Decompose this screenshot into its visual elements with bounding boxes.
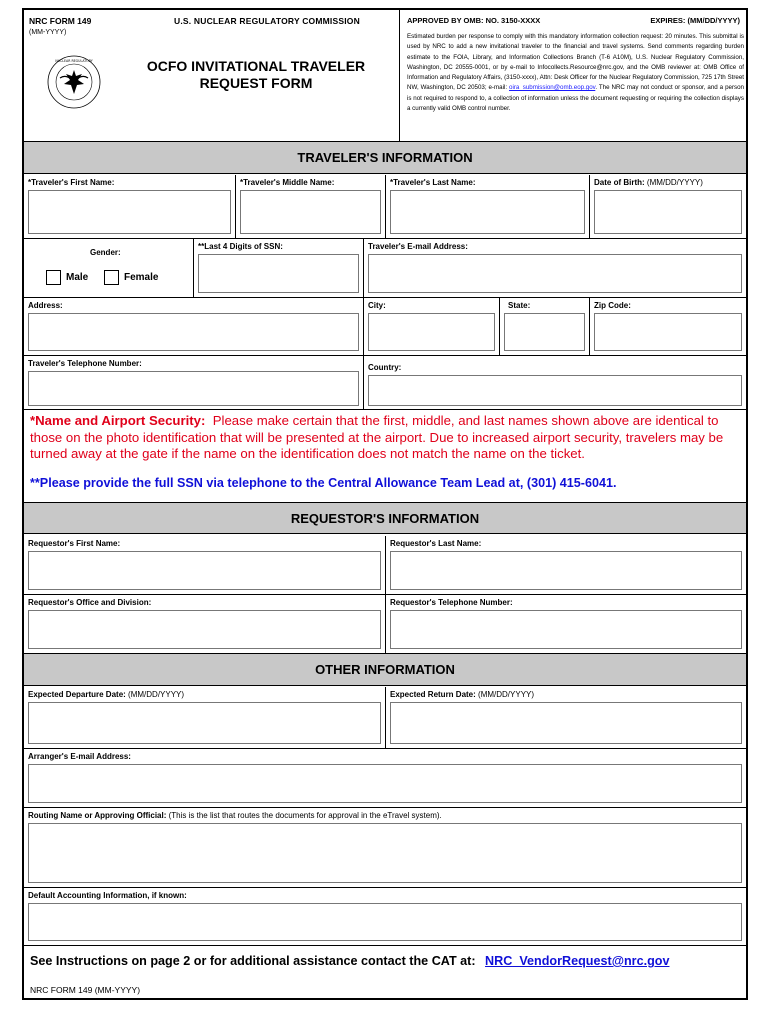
traveler-first-name-label: *Traveler's First Name: (28, 178, 115, 187)
traveler-dob-cell (590, 175, 746, 239)
requestor-last-name-input[interactable] (390, 551, 742, 590)
traveler-city-input[interactable] (368, 313, 495, 351)
traveler-country-label: Country: (368, 363, 402, 372)
invitational-traveler-form (22, 8, 748, 1000)
gender-male-label: Male (66, 272, 89, 283)
traveler-ssn-input[interactable] (198, 254, 359, 293)
form-number: NRC FORM 149 (29, 16, 92, 26)
form-footer: NRC FORM 149 (MM-YYYY) (30, 985, 141, 995)
traveler-city-cell (364, 298, 500, 356)
form-title-line1: OCFO INVITATIONAL TRAVELER (146, 58, 366, 74)
traveler-zip-input[interactable] (594, 313, 742, 351)
form-title-line2: REQUEST FORM (199, 75, 313, 91)
traveler-phone-cell (24, 356, 364, 410)
return-date-input[interactable] (390, 702, 742, 744)
dob-format-text: (MM/DD/YYYY) (646, 178, 703, 187)
traveler-state-cell (500, 298, 590, 356)
traveler-country-input[interactable] (368, 375, 742, 406)
gender-female-label: Female (124, 272, 159, 283)
requestor-first-name-label: Requestor's First Name: (28, 539, 121, 548)
requestor-office-input[interactable] (28, 610, 381, 649)
requestor-last-name-label: Requestor's Last Name: (390, 539, 482, 548)
requestor-office-label: Requestor's Office and Division: (28, 598, 152, 607)
requestor-phone-label: Requestor's Telephone Number: (390, 598, 513, 607)
traveler-email-cell (364, 239, 746, 298)
burden-email-link[interactable]: oira_submission@omb.eop.gov (509, 84, 596, 92)
header-left-panel (24, 10, 400, 142)
departure-date-label (28, 690, 184, 699)
traveler-address-input[interactable] (28, 313, 359, 351)
requestor-last-name-cell (386, 536, 746, 595)
routing-cell (24, 808, 746, 888)
departure-label-text: Expected Departure Date: (28, 690, 126, 699)
header-right-panel (400, 10, 746, 142)
traveler-last-name-label: *Traveler's Last Name: (390, 178, 476, 187)
return-date-label (390, 690, 534, 699)
traveler-first-name-cell (24, 175, 236, 239)
traveler-ssn-label: **Last 4 Digits of SSN: (198, 242, 283, 251)
svg-text:NUCLEAR REGULATORY: NUCLEAR REGULATORY (55, 59, 93, 63)
traveler-zip-cell (590, 298, 746, 356)
notice-heading: *Name and Airport Security: (30, 413, 206, 428)
traveler-ssn-cell (194, 239, 364, 298)
omb-expires: EXPIRES: (MM/DD/YYYY) (650, 16, 740, 25)
requestor-phone-input[interactable] (390, 610, 742, 649)
arranger-email-label: Arranger's E-mail Address: (28, 752, 131, 761)
requestor-phone-cell (386, 595, 746, 654)
instructions-text: See Instructions on page 2 or for additional assistance contact the CAT at: (30, 954, 476, 968)
traveler-state-label: State: (508, 301, 531, 310)
requestor-section-title: REQUESTOR'S INFORMATION (24, 502, 746, 534)
traveler-dob-label (594, 178, 703, 187)
routing-label-text: Routing Name or Approving Official: (28, 811, 167, 820)
accounting-input[interactable] (28, 903, 742, 941)
dob-label-text: Date of Birth: (594, 178, 645, 187)
traveler-middle-name-cell (236, 175, 386, 239)
accounting-label: Default Accounting Information, if known: (28, 891, 187, 900)
traveler-address-cell (24, 298, 364, 356)
requestor-first-name-cell (24, 536, 386, 595)
arranger-email-input[interactable] (28, 764, 742, 803)
traveler-phone-label: Traveler's Telephone Number: (28, 359, 142, 368)
traveler-city-label: City: (368, 301, 386, 310)
traveler-state-input[interactable] (504, 313, 585, 351)
accounting-cell (24, 888, 746, 946)
routing-label (28, 811, 442, 820)
traveler-gender-cell (24, 239, 194, 298)
ssn-phone-note: **Please provide the full SSN via telephone to the Central Allowance Team Lead at, (301) 415-6041. (30, 476, 617, 490)
omb-approval: APPROVED BY OMB: NO. 3150-XXXX (407, 16, 541, 25)
traveler-last-name-input[interactable] (390, 190, 585, 234)
traveler-section-title: TRAVELER'S INFORMATION (24, 142, 746, 174)
traveler-middle-name-input[interactable] (240, 190, 381, 234)
departure-date-cell (24, 687, 386, 749)
requestor-office-cell (24, 595, 386, 654)
departure-date-input[interactable] (28, 702, 381, 744)
form-header (24, 10, 746, 142)
instructions-line (30, 954, 669, 968)
traveler-zip-label: Zip Code: (594, 301, 631, 310)
arranger-email-cell (24, 749, 746, 808)
other-section-title: OTHER INFORMATION (24, 654, 746, 686)
traveler-last-name-cell (386, 175, 590, 239)
agency-name: U.S. NUCLEAR REGULATORY COMMISSION (174, 16, 360, 26)
nrc-seal-icon (46, 54, 102, 110)
cat-email-link[interactable]: NRC_VendorRequest@nrc.gov (485, 954, 670, 968)
traveler-email-label: Traveler's E-mail Address: (368, 242, 468, 251)
departure-format-text: (MM/DD/YYYY) (128, 690, 185, 699)
return-label-text: Expected Return Date: (390, 690, 476, 699)
return-date-cell (386, 687, 746, 749)
burden-statement (407, 32, 744, 114)
traveler-dob-input[interactable] (594, 190, 742, 234)
traveler-country-cell (364, 356, 746, 410)
form-date: (MM-YYYY) (29, 29, 67, 36)
traveler-middle-name-label: *Traveler's Middle Name: (240, 178, 335, 187)
airport-security-notice (30, 413, 744, 463)
return-format-text: (MM/DD/YYYY) (478, 690, 535, 699)
burden-text-end: . The NRC may not conduct or sponsor, and a person is not required to respond to, a collection of information unless the document requesting or requiring the collection displays a currently valid OMB control number. (407, 84, 744, 113)
routing-input[interactable] (28, 823, 742, 883)
routing-note-text: (This is the list that routes the documents for approval in the eTravel system). (168, 811, 442, 820)
requestor-first-name-input[interactable] (28, 551, 381, 590)
notice-body: Please make certain that the first, middle, and last names shown above are identical to those on the photo identification that will be presented at the airport. Due to increased airport security, travelers may be turned away at the gate if the name on the identification does not match the name on the ticket. (30, 413, 724, 461)
traveler-phone-input[interactable] (28, 371, 359, 406)
form-title (124, 58, 388, 92)
gender-male-checkbox[interactable] (46, 270, 61, 285)
traveler-email-input[interactable] (368, 254, 742, 293)
burden-text: Estimated burden per response to comply with this mandatory information collection request: 20 minutes. This submittal is used by NRC to add a new invitational traveler to the financial and travel systems. Send comments regarding burden estimate to the FOIA, Library, and Information Collections Branch (T-6 A10M), U.S. Nuclear Regulatory Commission, Washington, DC 20555-0001, or by e-mail to Infocollects.Resource@nrc.gov, and the OMB reviewer at: OMB Office of Information and Regulatory Affairs, (3150-xxxx), Attn: Desk Officer for the Nuclear Regulatory Commission, 725 17th Street NW, Washington, DC 20503; e-mail: (407, 33, 744, 92)
traveler-address-label: Address: (28, 301, 63, 310)
gender-female-checkbox[interactable] (104, 270, 119, 285)
traveler-gender-label: Gender: (90, 248, 121, 257)
traveler-first-name-input[interactable] (28, 190, 231, 234)
